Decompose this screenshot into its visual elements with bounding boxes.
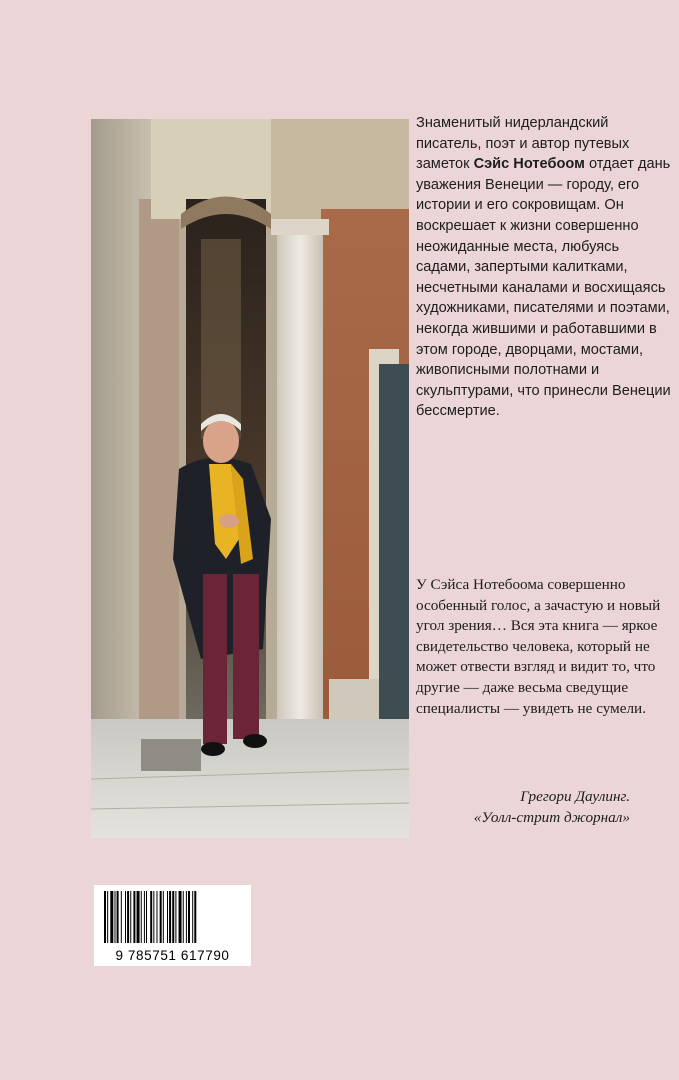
barcode-bar [125,891,126,943]
barcode-bar [127,891,129,943]
blurb-text-before: Знаменитый нидерландский писатель, поэт и автор путевых заметок [416,115,630,173]
barcode [94,885,251,966]
barcode-bar [172,891,174,943]
barcode-bar [150,891,152,943]
barcode-bar [186,891,187,943]
barcode-bar [146,891,147,943]
barcode-bar [110,891,113,943]
barcode-bar [175,891,176,943]
barcode-bar [115,891,116,943]
barcode-bar [144,891,145,943]
barcode-bar [163,891,164,943]
barcode-number: 9 785751 617790 [115,948,230,963]
barcode-bar [133,891,135,943]
barcode-bars [104,891,241,943]
barcode-bar [107,891,108,943]
barcode-bar [121,891,122,943]
barcode-bar [167,891,168,943]
barcode-bar [183,891,184,943]
barcode-bar [160,891,162,943]
barcode-bar [179,891,182,943]
blurb [416,113,674,422]
barcode-bar [194,891,196,943]
barcode-bar [192,891,193,943]
barcode-bar [137,891,140,943]
barcode-bar [153,891,154,943]
barcode-bar [169,891,171,943]
author-photo [91,119,409,838]
review-attribution [416,786,630,828]
blurb-text-after: отдает дань уважения Венеции — городу, его истории и его сокровищам. Он воскрешает к жизни совершенно неожиданные места, любуясь садами, запертыми калитками, несчетными каналами и восхищаясь художниками, писателями и поэтами, некогда жившими и работавшими в этом городе, дворцами, мостами, живописными полотнами и скульптурами, что принесли Венеции бессмертие. [416,156,671,420]
author-name: Сэйс Нотебоом [473,156,585,173]
barcode-bar [141,891,142,943]
barcode-bar [130,891,131,943]
barcode-bar [104,891,106,943]
blurb-paragraph [416,113,674,422]
review-author: Грегори Даулинг. [520,788,630,805]
review-source: «Уолл-стрит джорнал» [473,809,630,826]
review-quote [416,575,674,719]
barcode-bar [117,891,119,943]
review-text: У Сэйса Нотебоома совершенно особенный голос, а зачастую и новый угол зрения… Вся эта книга — яркое свидетельство человека, который не может отвести взгляд и видит то, что другие — даже весьма сведущие специалисты — увидеть не сумели. [416,576,661,717]
barcode-bar [188,891,190,943]
barcode-bar [157,891,158,943]
